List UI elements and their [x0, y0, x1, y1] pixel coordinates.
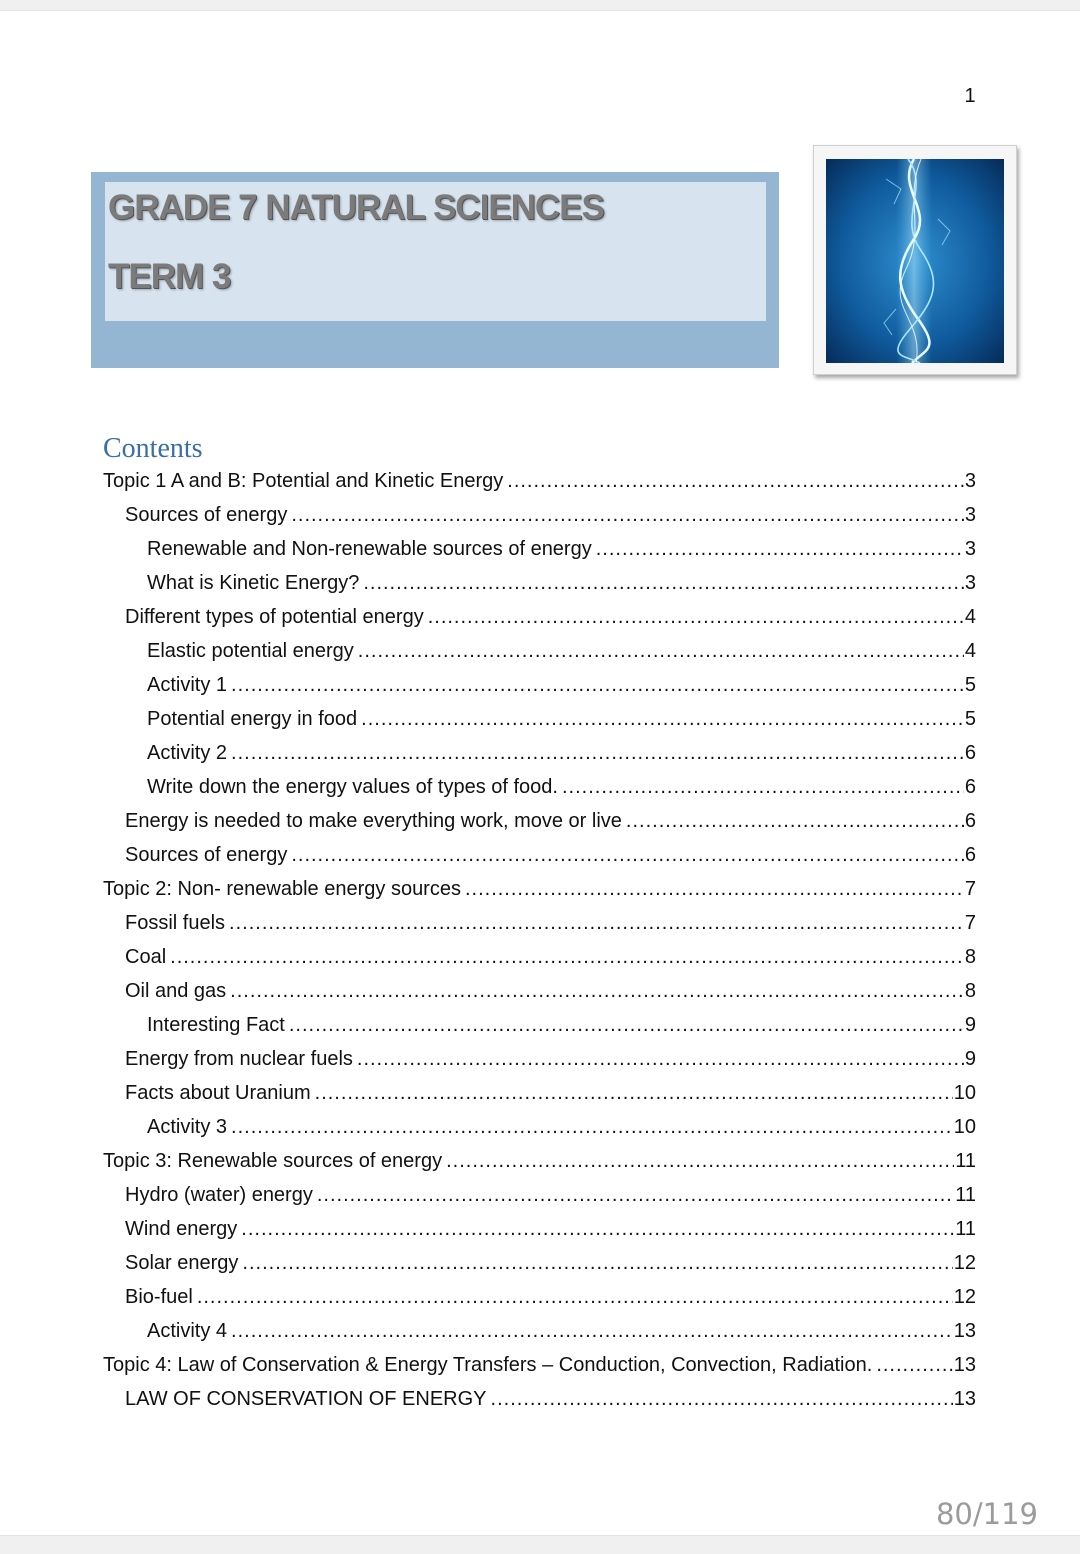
toc-dot-leader [230, 974, 964, 1008]
toc-dot-leader [363, 566, 964, 600]
toc-entry[interactable] [125, 1246, 976, 1280]
toc-dot-leader [465, 872, 964, 906]
document-title: GRADE 7 NATURAL SCIENCES [108, 188, 604, 227]
toc-entry-title: Energy from nuclear fuels [125, 1048, 353, 1070]
toc-dot-leader [317, 1178, 954, 1212]
toc-entry-title: Energy is needed to make everything work, move or live [125, 810, 622, 832]
toc-entry-page: 3 [964, 470, 976, 492]
contents-heading: Contents [103, 433, 203, 464]
toc-entry-page: 11 [955, 1218, 976, 1240]
toc-entry[interactable] [147, 1314, 976, 1348]
toc-dot-leader [876, 1348, 952, 1382]
energy-light-icon [826, 159, 1004, 363]
title-box [91, 172, 779, 368]
energy-light-photo [813, 145, 1017, 375]
toc-entry[interactable] [103, 1144, 976, 1178]
toc-entry-title: LAW OF CONSERVATION OF ENERGY [125, 1388, 487, 1410]
toc-entry-title: Fossil fuels [125, 912, 226, 934]
toc-dot-leader [291, 498, 964, 532]
toc-entry-page: 4 [964, 606, 976, 628]
toc-entry-page: 10 [953, 1116, 976, 1138]
toc-entry[interactable] [147, 566, 976, 600]
toc-entry-page: 7 [964, 878, 976, 900]
toc-entry-title: Sources of energy [125, 844, 288, 866]
toc-dot-leader [291, 838, 964, 872]
toc-dot-leader [229, 906, 964, 940]
toc-entry-page: 6 [964, 742, 976, 764]
toc-entry[interactable] [147, 736, 976, 770]
toc-dot-leader [197, 1280, 953, 1314]
toc-dot-leader [358, 634, 964, 668]
toc-entry-title: Different types of potential energy [125, 606, 424, 628]
toc-entry-page: 8 [964, 980, 976, 1002]
toc-dot-leader [596, 532, 964, 566]
toc-entry-page: 6 [964, 844, 976, 866]
toc-dot-leader [289, 1008, 964, 1042]
toc-entry[interactable] [147, 770, 976, 804]
toc-entry-title: Elastic potential energy [147, 640, 354, 662]
toc-entry-page: 13 [953, 1388, 976, 1410]
toc-entry-title: Topic 1 A and B: Potential and Kinetic Energy [103, 470, 504, 492]
toc-entry-page: 12 [953, 1286, 976, 1308]
toc-entry-page: 9 [964, 1014, 976, 1036]
toc-entry-title: Write down the energy values of types of food. [147, 776, 558, 798]
toc-entry-title: Activity 1 [147, 674, 228, 696]
toc-entry-page: 3 [964, 538, 976, 560]
document-subtitle-term: TERM 3 [108, 257, 231, 296]
toc-dot-leader [231, 736, 964, 770]
toc-entry-page: 13 [953, 1354, 976, 1376]
toc-entry[interactable] [125, 1178, 976, 1212]
title-inner-panel [105, 182, 766, 321]
toc-entry[interactable] [125, 1212, 976, 1246]
toc-dot-leader [626, 804, 964, 838]
toc-entry-page: 9 [964, 1048, 976, 1070]
toc-entry-page: 13 [953, 1320, 976, 1342]
toc-entry-title: Coal [125, 946, 167, 968]
toc-entry-title: Topic 2: Non- renewable energy sources [103, 878, 461, 900]
toc-entry[interactable] [103, 1348, 976, 1382]
toc-entry[interactable] [125, 974, 976, 1008]
toc-entry[interactable] [125, 804, 976, 838]
page-number: 1 [964, 85, 976, 107]
toc-entry-title: Facts about Uranium [125, 1082, 311, 1104]
toc-entry-page: 12 [953, 1252, 976, 1274]
toc-dot-leader [241, 1212, 954, 1246]
toc-entry-page: 5 [964, 674, 976, 696]
toc-entry-title: Activity 4 [147, 1320, 228, 1342]
toc-entry[interactable] [147, 1008, 976, 1042]
toc-dot-leader [428, 600, 964, 634]
toc-entry-title: What is Kinetic Energy? [147, 572, 360, 594]
toc-dot-leader [231, 1314, 953, 1348]
toc-entry[interactable] [125, 1042, 976, 1076]
toc-entry-title: Interesting Fact [147, 1014, 285, 1036]
toc-entry-page: 5 [964, 708, 976, 730]
toc-entry[interactable] [103, 872, 976, 906]
toc-dot-leader [231, 1110, 953, 1144]
toc-entry-title: Solar energy [125, 1252, 239, 1274]
toc-entry[interactable] [125, 1382, 976, 1416]
toc-entry-page: 11 [955, 1184, 976, 1206]
toc-entry-page: 10 [953, 1082, 976, 1104]
toc-entry[interactable] [125, 498, 976, 532]
toc-dot-leader [231, 668, 964, 702]
toc-dot-leader [170, 940, 964, 974]
toc-entry-title: Sources of energy [125, 504, 288, 526]
toc-dot-leader [446, 1144, 954, 1178]
toc-entry[interactable] [125, 906, 976, 940]
toc-entry[interactable] [125, 940, 976, 974]
toc-entry-page: 4 [964, 640, 976, 662]
toc-entry-page: 6 [964, 776, 976, 798]
toc-dot-leader [491, 1382, 953, 1416]
toc-dot-leader [361, 702, 964, 736]
toc-entry[interactable] [147, 1110, 976, 1144]
document-page [0, 10, 1080, 1536]
toc-entry[interactable] [147, 668, 976, 702]
toc-dot-leader [242, 1246, 952, 1280]
toc-entry-title: Topic 4: Law of Conservation & Energy Transfers – Conduction, Convection, Radiation. [103, 1354, 873, 1376]
toc-entry[interactable] [125, 838, 976, 872]
toc-entry-title: Wind energy [125, 1218, 238, 1240]
toc-entry-title: Potential energy in food [147, 708, 358, 730]
toc-entry[interactable] [147, 532, 976, 566]
toc-entry-title: Bio-fuel [125, 1286, 193, 1308]
page-indicator: 80/119 [935, 1497, 1038, 1531]
toc-entry[interactable] [147, 702, 976, 736]
toc-entry-title: Oil and gas [125, 980, 227, 1002]
toc-dot-leader [315, 1076, 953, 1110]
toc-dot-leader [357, 1042, 964, 1076]
toc-entry-title: Renewable and Non-renewable sources of energy [147, 538, 592, 560]
toc-entry-page: 6 [964, 810, 976, 832]
toc-dot-leader [507, 464, 964, 498]
toc-entry[interactable] [125, 600, 976, 634]
toc-entry-title: Activity 3 [147, 1116, 228, 1138]
toc-entry[interactable] [103, 464, 976, 498]
toc-entry[interactable] [125, 1280, 976, 1314]
toc-entry-title: Hydro (water) energy [125, 1184, 313, 1206]
toc-dot-leader [562, 770, 964, 804]
toc-entry[interactable] [125, 1076, 976, 1110]
toc-entry-page: 11 [955, 1150, 976, 1172]
toc-entry-title: Activity 2 [147, 742, 228, 764]
toc-entry-page: 3 [964, 504, 976, 526]
toc-entry-page: 7 [964, 912, 976, 934]
toc-entry-title: Topic 3: Renewable sources of energy [103, 1150, 443, 1172]
toc-entry-page: 3 [964, 572, 976, 594]
toc-entry[interactable] [147, 634, 976, 668]
toc-entry-page: 8 [964, 946, 976, 968]
